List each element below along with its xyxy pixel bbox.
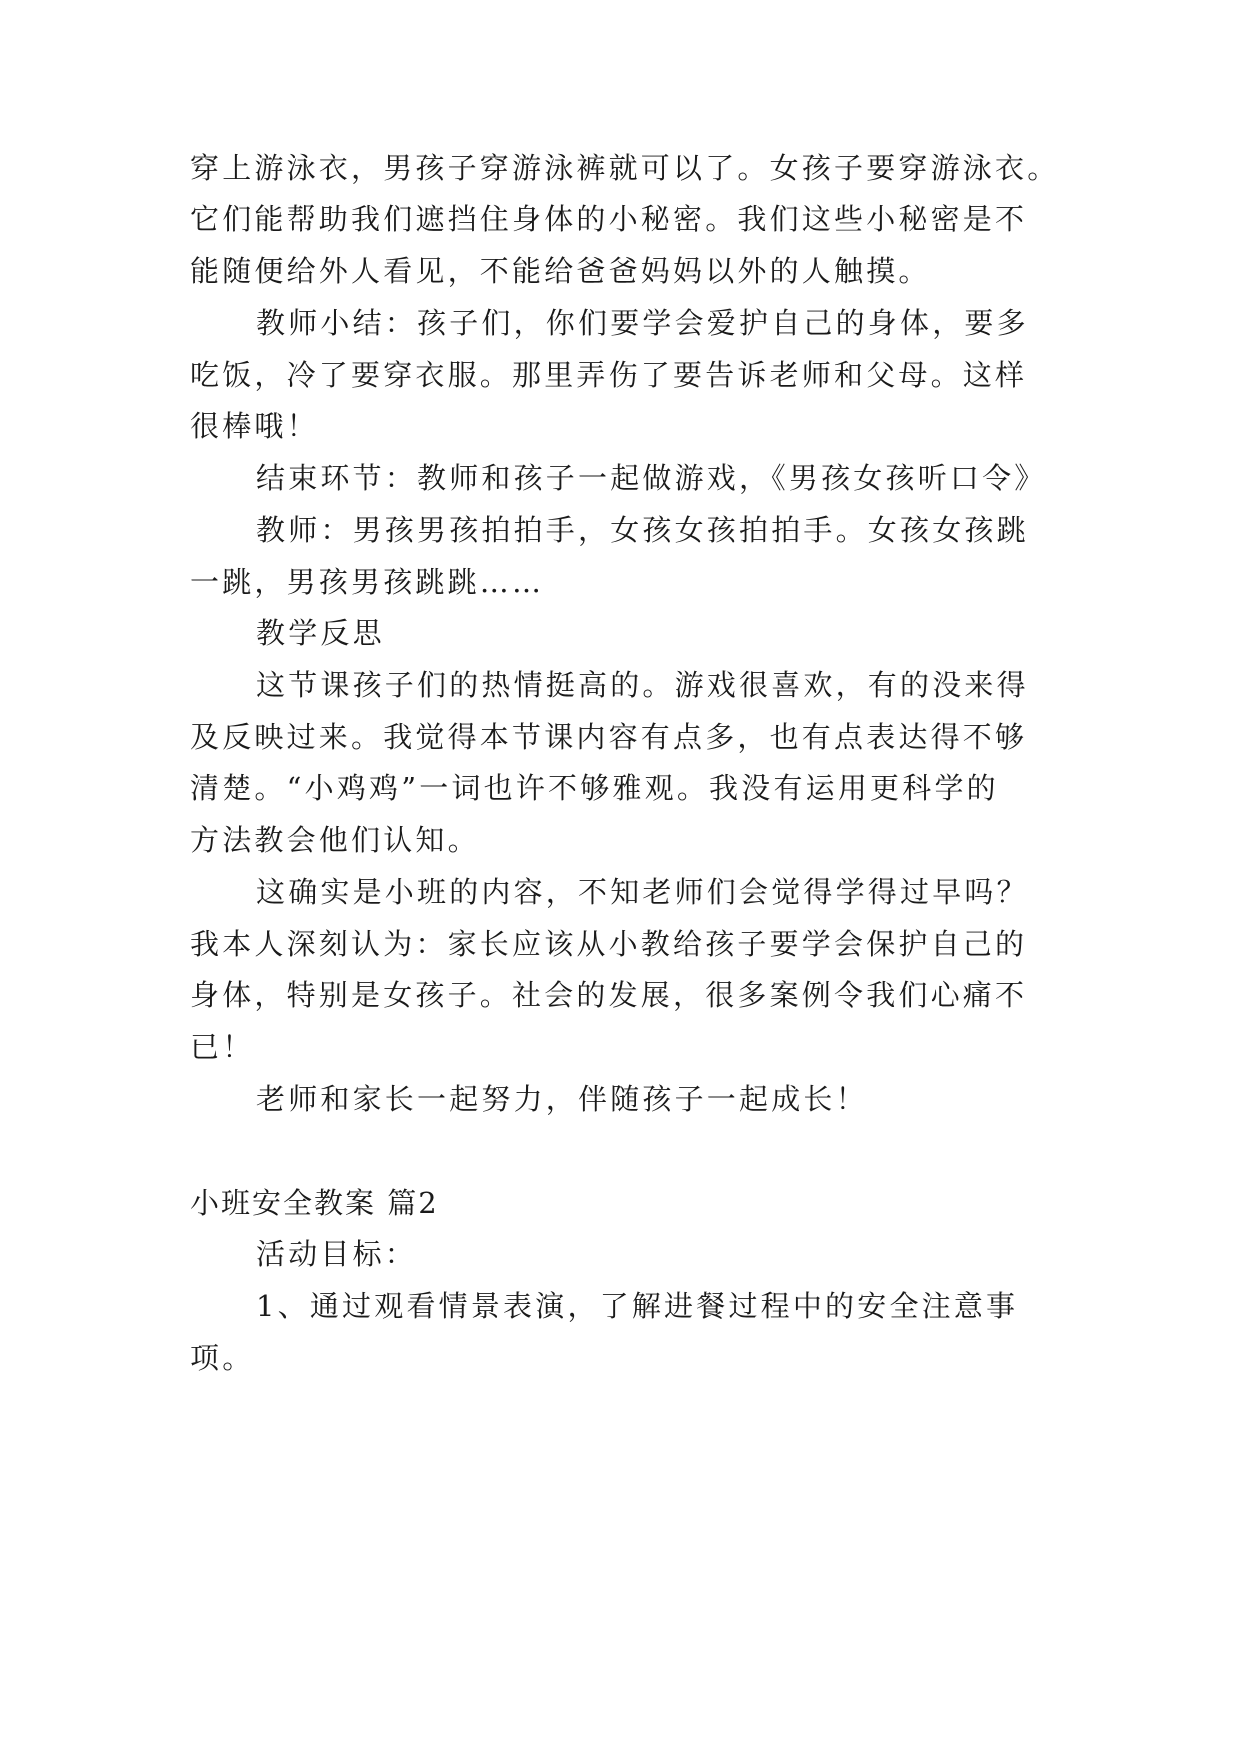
reflection-heading: 教学反思 <box>256 616 385 650</box>
reflection-paragraph-line-4: 方法教会他们认知。 <box>190 823 480 857</box>
goal-item-1-line-2: 项。 <box>190 1341 255 1375</box>
text-line-2: 它们能帮助我们遮挡住身体的小秘密。我们这些小秘密是不 <box>190 202 1028 236</box>
summary-paragraph-line-3: 很棒哦！ <box>190 409 319 443</box>
text-line-3: 能随便给外人看见，不能给爸爸妈妈以外的人触摸。 <box>190 254 931 288</box>
teacher-paragraph-line-2: 一跳，男孩男孩跳跳…… <box>190 565 545 599</box>
reflection-paragraph-line-2: 及反映过来。我觉得本节课内容有点多，也有点表达得不够 <box>190 720 1028 754</box>
closing-paragraph: 老师和家长一起努力，伴随孩子一起成长！ <box>256 1082 868 1116</box>
section-heading: 小班安全教案 篇2 <box>190 1186 439 1220</box>
summary-paragraph-line-1: 教师小结：孩子们，你们要学会爱护自己的身体，要多 <box>256 306 1029 340</box>
opinion-paragraph-line-2: 我本人深刻认为：家长应该从小教给孩子要学会保护自己的 <box>190 927 1028 961</box>
opinion-paragraph-line-4: 已！ <box>190 1030 255 1064</box>
goal-item-1-line-1: 1、通过观看情景表演，了解进餐过程中的安全注意事 <box>256 1289 1019 1323</box>
text-line-1: 穿上游泳衣，男孩子穿游泳裤就可以了。女孩子要穿游泳衣。 <box>190 151 1060 185</box>
reflection-paragraph-line-1: 这节课孩子们的热情挺高的。游戏很喜欢，有的没来得 <box>256 668 1029 702</box>
reflection-paragraph-line-3: 清楚。“小鸡鸡”一词也许不够雅观。我没有运用更科学的 <box>190 771 999 805</box>
opinion-paragraph-line-3: 身体，特别是女孩子。社会的发展，很多案例令我们心痛不 <box>190 978 1028 1012</box>
activity-goals-label: 活动目标： <box>256 1237 418 1271</box>
summary-paragraph-line-2: 吃饭，冷了要穿衣服。那里弄伤了要告诉老师和父母。这样 <box>190 358 1028 392</box>
teacher-paragraph-line-1: 教师：男孩男孩拍拍手，女孩女孩拍拍手。女孩女孩跳 <box>256 513 1029 547</box>
ending-paragraph: 结束环节：教师和孩子一起做游戏，《男孩女孩听口令》 <box>256 461 1047 495</box>
opinion-paragraph-line-1: 这确实是小班的内容，不知老师们会觉得学得过早吗？ <box>256 875 1029 909</box>
